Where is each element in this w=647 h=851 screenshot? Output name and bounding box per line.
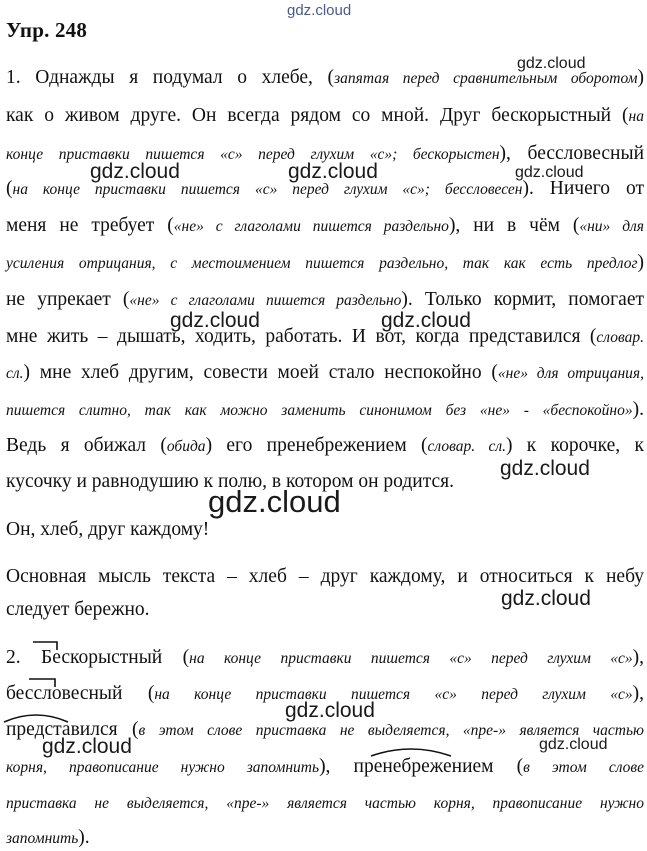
text: кусочку и равнодушию к полю, в котором он родится. [6, 471, 454, 492]
text: ), [632, 683, 644, 704]
watermark: gdz.cloud [208, 484, 341, 519]
watermark: gdz.cloud [170, 309, 260, 332]
text: представился ( [6, 719, 139, 740]
note: на конце приставки пишется «с» перед глухим «с» [154, 686, 633, 703]
text: ) его пренебрежением ( [205, 435, 428, 456]
text: ) [637, 252, 644, 273]
root-mark [4, 715, 68, 722]
note: сл. [6, 365, 24, 382]
text: ). [632, 399, 644, 420]
watermark: gdz.cloud [42, 735, 132, 758]
text: ) к корочке, к [505, 435, 644, 456]
text: не упрекает ( [6, 289, 130, 310]
note: пишется слитно, так как можно заменить синонимом без «не» - «беспокойно» [6, 402, 633, 419]
note: запятая перед сравнительным оборотом [334, 70, 638, 87]
watermark: gdz.cloud [287, 2, 352, 19]
watermark: gdz.cloud [381, 309, 471, 332]
note: приставка не выделяется, «пре-» является частью корня, правописание нужно [6, 795, 644, 812]
note: на конце приставки пишется «с» перед глухим «с»; бессловесен [12, 181, 523, 198]
text: Основная мысль текста – хлеб – друг каждому, и относиться к небу [6, 566, 644, 587]
root-mark [371, 749, 451, 756]
text: ), пренебрежением ( [319, 756, 524, 777]
exercise-title: Упр. 248 [6, 18, 88, 42]
prefix-mark [29, 679, 55, 687]
text: Ведь я обижал ( [6, 435, 167, 456]
watermark: gdz.cloud [501, 587, 591, 610]
text: ), бессловесный [499, 143, 645, 164]
text: ). Ничего от [522, 178, 644, 199]
text: ). Только кормит, помогает [401, 289, 645, 310]
note: «не» с глаголами пишется раздельно [173, 218, 449, 235]
prefix-mark [33, 642, 57, 650]
note: «не» с глаголами пишется раздельно [129, 292, 402, 309]
text: мне жить – дышать, ходить, работать. И вот, когда представился ( [6, 326, 597, 347]
note: обида [166, 438, 206, 455]
note: на [628, 108, 644, 125]
note: «ни» для [579, 218, 645, 235]
note: корня, правописание нужно запомнить [6, 759, 320, 776]
text: ( [6, 178, 13, 199]
note: в этом слове приставка не выделяется, «пре-» является частью [138, 722, 644, 739]
note: на конце приставки пишется «с» перед глухим «с» [189, 650, 633, 667]
note: словар. сл. [427, 438, 506, 455]
text: 2. Бескорыстный ( [6, 647, 190, 668]
text: как о живом друге. Он всегда рядом со мной. Друг бескорыстный ( [6, 105, 629, 126]
note: словар. [596, 329, 644, 346]
text: ). [78, 827, 90, 848]
text: ) [637, 67, 644, 88]
text: ), ни в чём ( [448, 215, 580, 236]
watermark: gdz.cloud [515, 164, 584, 181]
text: меня не требует ( [6, 215, 174, 236]
watermark: gdz.cloud [539, 736, 608, 753]
text: ) мне хлеб другим, совести моей стало неспокойно ( [23, 362, 498, 383]
note: усиления отрицания, с местоимением пишется раздельно, так как есть предлог [6, 255, 638, 272]
note: «не» для отрицания, [497, 365, 645, 382]
text: Он, хлеб, друг каждому! [6, 519, 210, 540]
note: запомнить [6, 830, 79, 847]
text: бессловесный ( [6, 683, 155, 704]
watermark: gdz.cloud [288, 160, 378, 183]
watermark: gdz.cloud [517, 55, 586, 72]
text: ), [632, 647, 644, 668]
watermark: gdz.cloud [285, 699, 375, 722]
text: следует бережно. [6, 599, 150, 620]
note: в этом слове [523, 759, 645, 776]
watermark: gdz.cloud [90, 160, 180, 183]
note: конце приставки пишется «с» перед глухим «с»; бескорыстен [6, 146, 500, 163]
text: 1. Однажды я подумал о хлебе, ( [6, 67, 335, 88]
watermark: gdz.cloud [500, 457, 590, 480]
